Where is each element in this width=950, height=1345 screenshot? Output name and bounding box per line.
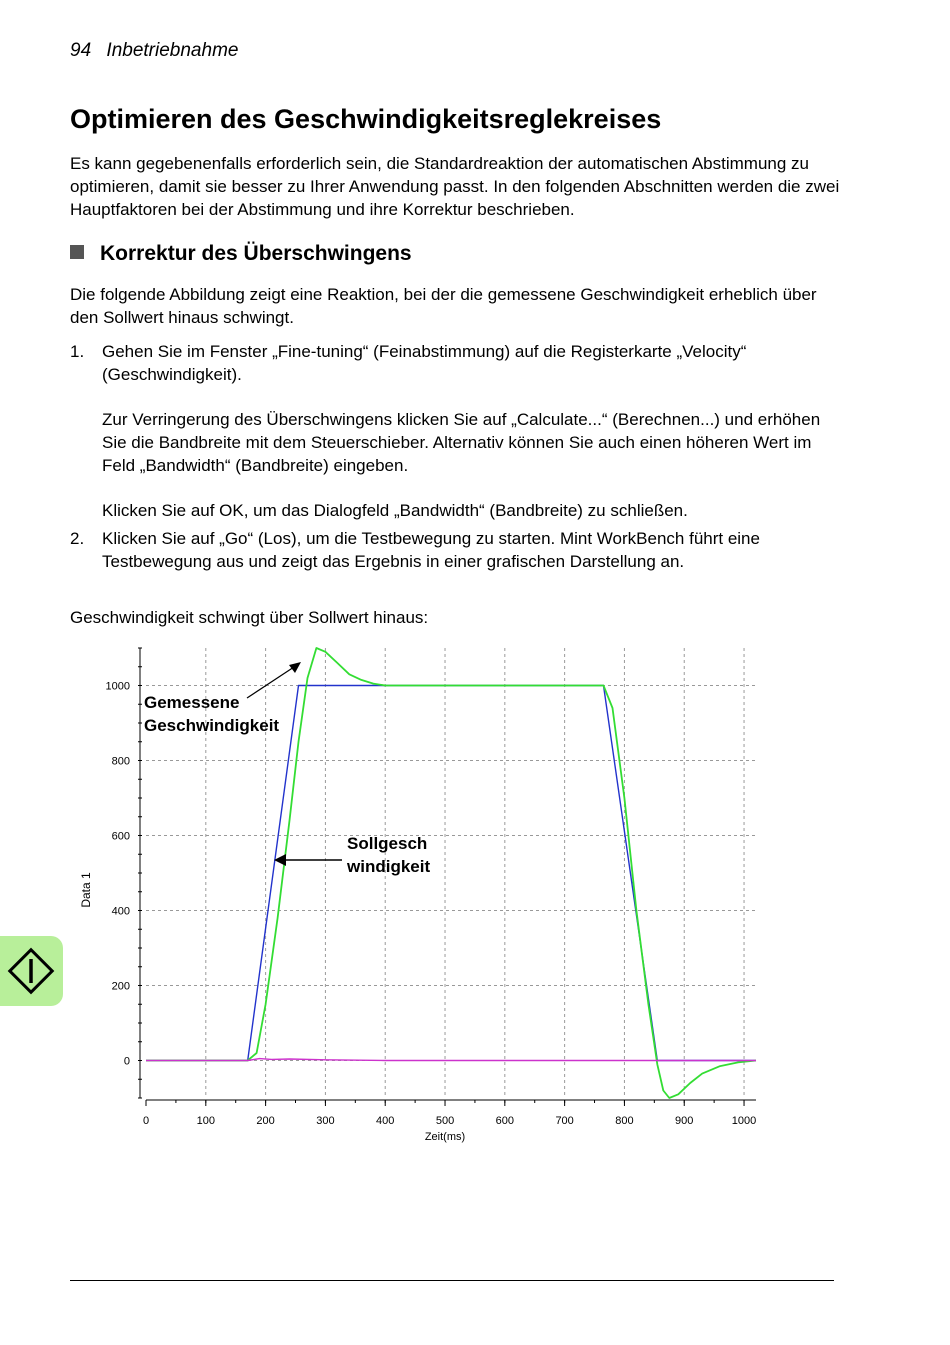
x-tick-label: 400 [376, 1115, 395, 1127]
list-number: 1. [70, 342, 85, 361]
measured-label-line1: Gemessene [144, 693, 240, 712]
y-tick-label: 1000 [105, 680, 130, 693]
sub-intro-paragraph: Die folgende Abbildung zeigt eine Reaktion, bei der die gemessene Geschwindigkeit erheblich über den Sollwert hinaus schwingt. [70, 285, 817, 327]
section-name: Inbetriebnahme [106, 40, 239, 61]
y-tick-label: 800 [111, 755, 130, 768]
measured-arrow [247, 662, 301, 698]
setpoint-label-line1: Sollgesch [347, 834, 428, 853]
x-tick-label: 100 [196, 1115, 215, 1127]
y-tick-label: 0 [123, 1055, 130, 1068]
figure-caption: Geschwindigkeit schwingt über Sollwert hinaus: [70, 608, 429, 627]
setpoint-label-line2: windigkeit [347, 857, 431, 876]
list-text: Klicken Sie auf „Go“ (Los), um die Testbewegung zu starten. Mint WorkBench führt eine Testbewegung aus und zeigt das Ergebnis in einer grafischen Darstellung an. [102, 529, 760, 571]
list-number: 2. [70, 529, 85, 548]
subheading-text: Korrektur des Überschwingens [100, 242, 412, 265]
x-tick-label: 0 [142, 1115, 150, 1127]
velocity-chart [0, 640, 950, 1160]
y-tick-label: 400 [111, 905, 130, 918]
x-tick-label: 200 [256, 1115, 275, 1127]
measured-label-line2: Geschwindigkeit [144, 716, 280, 735]
x-tick-label: 900 [675, 1115, 694, 1127]
commissioning-diamond-icon [0, 936, 63, 1006]
intro-paragraph: Es kann gegebenenfalls erforderlich sein, die Standardreaktion der automatischen Abstimmung zu optimieren, damit sie besser zu Ihrer Anwendung passt. In den folgenden Abschnitten werden die zwei Hauptfaktoren bei der Abstimmung und ihre Korrektur beschrieben. [70, 154, 840, 219]
y-tick-label: 200 [111, 980, 130, 993]
x-axis-label: Zeit(ms) [424, 1131, 466, 1143]
x-tick-label: 600 [495, 1115, 515, 1127]
chapter-tab [0, 936, 63, 1006]
page-header [70, 40, 238, 62]
y-axis-label: Data 1 [79, 872, 93, 908]
series-line-3 [146, 1059, 756, 1061]
list-text: Gehen Sie im Fenster „Fine-tuning“ (Feinabstimmung) auf die Registerkarte „Velocity“ (Geschwindigkeit). [102, 342, 747, 384]
step1-paragraph-2: Zur Verringerung des Überschwingens klicken Sie auf „Calculate...“ (Berechnen...) und erhöhen Sie die Bandbreite mit dem Steuerschieber. Alternativ können Sie auch einen höheren Wert im Feld „Bandwidth“ (Bandbreite) eingeben. [102, 410, 821, 475]
x-tick-label: 700 [555, 1115, 574, 1127]
x-tick-label: 500 [435, 1115, 455, 1127]
x-tick-label: 300 [316, 1115, 335, 1127]
heading-square-icon [70, 245, 84, 259]
series-line-1 [146, 686, 756, 1061]
page-title: Optimieren des Geschwindigkeitsreglekreises [70, 104, 662, 134]
x-tick-label: 1000 [731, 1115, 757, 1127]
setpoint-arrow [274, 854, 342, 866]
subheading [70, 242, 412, 266]
y-tick-label: 600 [111, 830, 130, 843]
page-number: 94 [70, 40, 92, 61]
footer-rule [70, 1280, 834, 1281]
step1-paragraph-3: Klicken Sie auf OK, um das Dialogfeld „Bandwidth“ (Bandbreite) zu schließen. [102, 501, 688, 520]
x-tick-label: 800 [615, 1115, 634, 1127]
